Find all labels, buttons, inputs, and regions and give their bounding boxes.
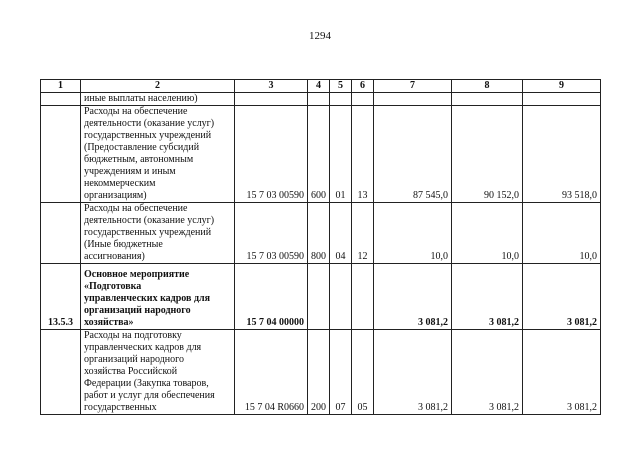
cell-amount-year-2 xyxy=(452,106,523,203)
cell-expense-type xyxy=(308,106,330,203)
cell-item-number xyxy=(41,203,81,264)
table-row xyxy=(41,330,601,415)
cell-amount-year-1 xyxy=(374,106,452,203)
cell-item-number xyxy=(41,106,81,203)
amount-year-1-text: 3 081,2 xyxy=(418,402,448,413)
cell-description xyxy=(81,203,235,264)
target-code-text: 15 7 04 R0660 xyxy=(244,402,304,413)
amount-year-1-text: 3 081,2 xyxy=(418,317,448,328)
amount-year-1-text: 87 545,0 xyxy=(413,190,448,201)
cell-amount-year-1 xyxy=(374,203,452,264)
cell-amount-year-2 xyxy=(452,264,523,330)
table-row xyxy=(41,93,601,106)
cell-amount-year-3 xyxy=(523,106,601,203)
amount-year-2-text: 3 081,2 xyxy=(489,317,519,328)
cell-subsection xyxy=(352,106,374,203)
cell-subsection xyxy=(352,264,374,330)
cell-expense-type xyxy=(308,203,330,264)
item-number-text: 13.5.3 xyxy=(48,317,73,328)
table-row xyxy=(41,203,601,264)
section-text: 01 xyxy=(335,190,346,201)
subsection-text: 05 xyxy=(357,402,368,413)
column-number: 7 xyxy=(374,80,452,93)
section-text: 04 xyxy=(335,251,346,262)
amount-year-3-text: 93 518,0 xyxy=(562,190,597,201)
budget-table xyxy=(40,79,601,415)
cell-target-code xyxy=(235,330,308,415)
amount-year-1-text: 10,0 xyxy=(430,251,448,262)
cell-amount-year-3 xyxy=(523,330,601,415)
section-text: 07 xyxy=(335,402,346,413)
cell-item-number xyxy=(41,330,81,415)
target-code-text: 15 7 04 00000 xyxy=(246,317,304,328)
cell-amount-year-3 xyxy=(523,203,601,264)
cell-target-code xyxy=(235,93,308,106)
column-number: 1 xyxy=(41,80,81,93)
amount-year-2-text: 90 152,0 xyxy=(484,190,519,201)
cell-subsection xyxy=(352,93,374,106)
cell-expense-type xyxy=(308,330,330,415)
cell-item-number xyxy=(41,93,81,106)
cell-item-number xyxy=(41,264,81,330)
cell-amount-year-3 xyxy=(523,93,601,106)
table-row xyxy=(41,264,601,330)
cell-amount-year-3 xyxy=(523,264,601,330)
table-row xyxy=(41,106,601,203)
expense-type-text: 800 xyxy=(311,251,326,262)
page-number: 1294 xyxy=(309,30,331,42)
amount-year-2-text: 10,0 xyxy=(501,251,519,262)
expense-type-text: 200 xyxy=(311,402,326,413)
description-text: Расходы на обеспечение деятельности (оказание услуг) государственных учреждений (Предоставление субсидий бюджетным, автономным учреждениям и иным некоммерческим организациям) xyxy=(84,106,215,201)
amount-year-3-text: 3 081,2 xyxy=(567,317,597,328)
cell-section xyxy=(330,264,352,330)
cell-expense-type xyxy=(308,264,330,330)
cell-section xyxy=(330,203,352,264)
column-number: 8 xyxy=(452,80,523,93)
amount-year-3-text: 3 081,2 xyxy=(567,402,597,413)
cell-description xyxy=(81,93,235,106)
column-number: 6 xyxy=(352,80,374,93)
cell-target-code xyxy=(235,106,308,203)
subsection-text: 12 xyxy=(357,251,368,262)
cell-section xyxy=(330,93,352,106)
cell-description xyxy=(81,106,235,203)
amount-year-3-text: 10,0 xyxy=(579,251,597,262)
description-text: иные выплаты населению) xyxy=(84,93,198,104)
target-code-text: 15 7 03 00590 xyxy=(246,251,304,262)
column-number: 3 xyxy=(235,80,308,93)
cell-amount-year-1 xyxy=(374,264,452,330)
cell-description xyxy=(81,330,235,415)
cell-section xyxy=(330,330,352,415)
cell-description xyxy=(81,264,235,330)
target-code-text: 15 7 03 00590 xyxy=(246,190,304,201)
description-text: Основное мероприятие «Подготовка управленческих кадров для организаций народного хозяйства» xyxy=(84,269,211,328)
column-number: 2 xyxy=(81,80,235,93)
description-text: Расходы на обеспечение деятельности (оказание услуг) государственных учреждений (Иные бюджетные ассигнования) xyxy=(84,203,215,262)
column-number-row xyxy=(41,80,601,93)
cell-section xyxy=(330,106,352,203)
column-number: 5 xyxy=(330,80,352,93)
description-text: Расходы на подготовку управленческих кадров для организаций народного хозяйства Российской Федерации (Закупка товаров, работ и услуг для обеспечения государственных xyxy=(84,330,215,413)
expense-type-text: 600 xyxy=(311,190,326,201)
cell-target-code xyxy=(235,203,308,264)
cell-subsection xyxy=(352,330,374,415)
cell-amount-year-2 xyxy=(452,93,523,106)
column-number: 9 xyxy=(523,80,601,93)
amount-year-2-text: 3 081,2 xyxy=(489,402,519,413)
cell-subsection xyxy=(352,203,374,264)
cell-amount-year-2 xyxy=(452,203,523,264)
cell-amount-year-2 xyxy=(452,330,523,415)
cell-amount-year-1 xyxy=(374,93,452,106)
cell-target-code xyxy=(235,264,308,330)
cell-amount-year-1 xyxy=(374,330,452,415)
column-number: 4 xyxy=(308,80,330,93)
cell-expense-type xyxy=(308,93,330,106)
subsection-text: 13 xyxy=(357,190,368,201)
